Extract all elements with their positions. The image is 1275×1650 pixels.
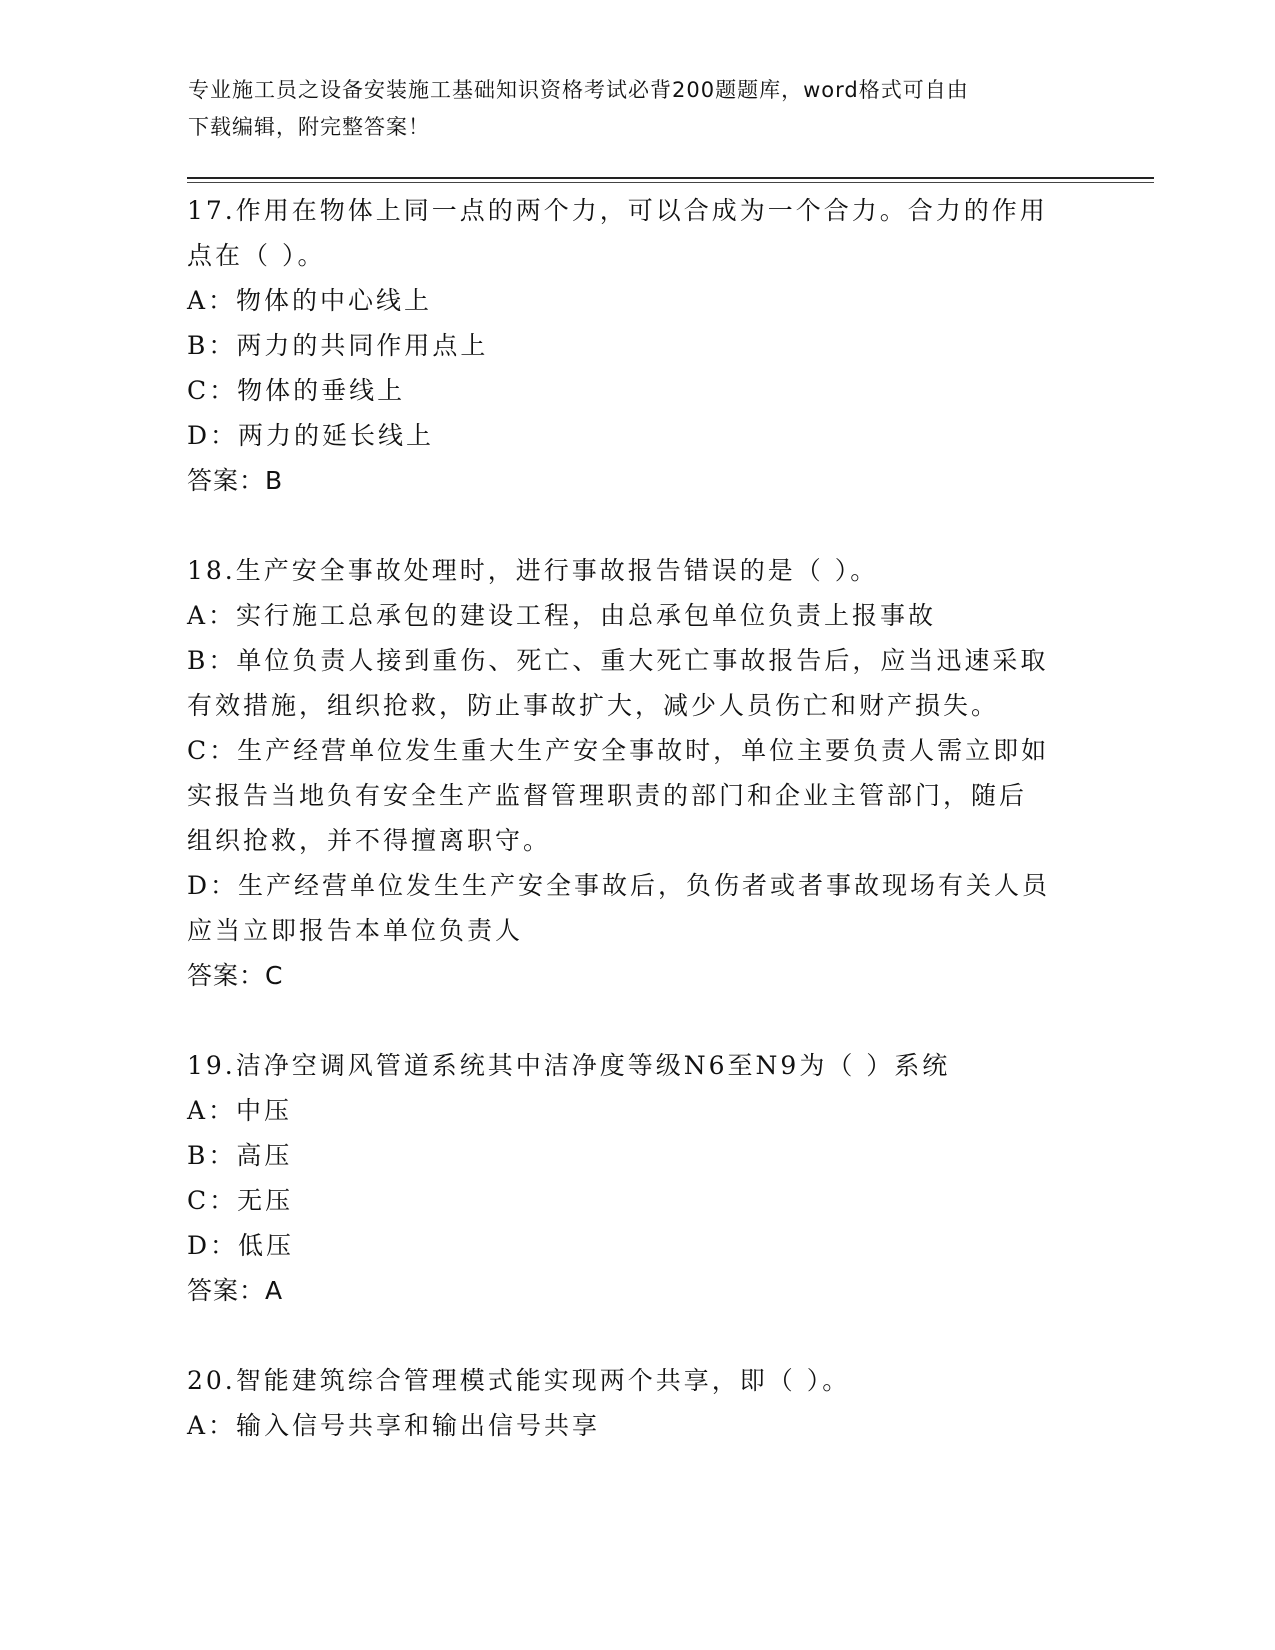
- option-line: A：输入信号共享和输出信号共享: [187, 1411, 601, 1440]
- question-block: [187, 548, 1087, 998]
- option-line: A：物体的中心线上: [187, 286, 433, 315]
- question-spacer: [187, 503, 1087, 548]
- question-block: [187, 1043, 1087, 1313]
- question-spacer: [187, 1313, 1087, 1358]
- option-line: D：两力的延长线上: [187, 421, 435, 450]
- option-line: C：物体的垂线上: [187, 376, 406, 405]
- option-line: A：实行施工总承包的建设工程，由总承包单位负责上报事故: [187, 601, 937, 630]
- question-stem-line: 17.作用在物体上同一点的两个力，可以合成为一个合力。合力的作用: [187, 196, 1048, 225]
- header-line-2: 下载编辑，附完整答案！: [188, 115, 430, 139]
- option-line: B：两力的共同作用点上: [187, 331, 489, 360]
- option-line: C：无压: [187, 1186, 294, 1215]
- question-stem-line: 18.生产安全事故处理时，进行事故报告错误的是（ ）。: [187, 556, 879, 585]
- option-line: D：低压: [187, 1231, 295, 1260]
- question-stem-line: 19.洁净空调风管道系统其中洁净度等级N6至N9为（ ）系统: [187, 1051, 951, 1080]
- option-line: 组织抢救，并不得擅离职守。: [187, 826, 552, 855]
- question-stem-line: 点在（ ）。: [187, 241, 326, 270]
- question-block: [187, 188, 1087, 503]
- question-block: [187, 1358, 1087, 1448]
- answer-line: 答案：A: [187, 1276, 284, 1305]
- option-line: 应当立即报告本单位负责人: [187, 916, 524, 945]
- header-divider-thin: [187, 182, 1154, 183]
- option-line: 实报告当地负有安全生产监督管理职责的部门和企业主管部门，随后: [187, 781, 1028, 810]
- option-line: 有效措施，组织抢救，防止事故扩大，减少人员伤亡和财产损失。: [187, 691, 1000, 720]
- option-line: C：生产经营单位发生重大生产安全事故时，单位主要负责人需立即如: [187, 736, 1050, 765]
- header-divider-thick: [187, 177, 1154, 179]
- answer-line: 答案：C: [187, 961, 284, 990]
- question-spacer: [187, 998, 1087, 1043]
- option-line: D：生产经营单位发生生产安全事故后，负伤者或者事故现场有关人员: [187, 871, 1051, 900]
- document-header: [188, 72, 1068, 146]
- question-list: [187, 188, 1087, 1448]
- header-line-1: 专业施工员之设备安装施工基础知识资格考试必背200题题库，word格式可自由: [188, 78, 969, 102]
- option-line: B：高压: [187, 1141, 293, 1170]
- option-line: B：单位负责人接到重伤、死亡、重大死亡事故报告后，应当迅速采取: [187, 646, 1049, 675]
- option-line: A：中压: [187, 1096, 293, 1125]
- question-stem-line: 20.智能建筑综合管理模式能实现两个共享，即（ ）。: [187, 1366, 851, 1395]
- answer-line: 答案：B: [187, 466, 284, 495]
